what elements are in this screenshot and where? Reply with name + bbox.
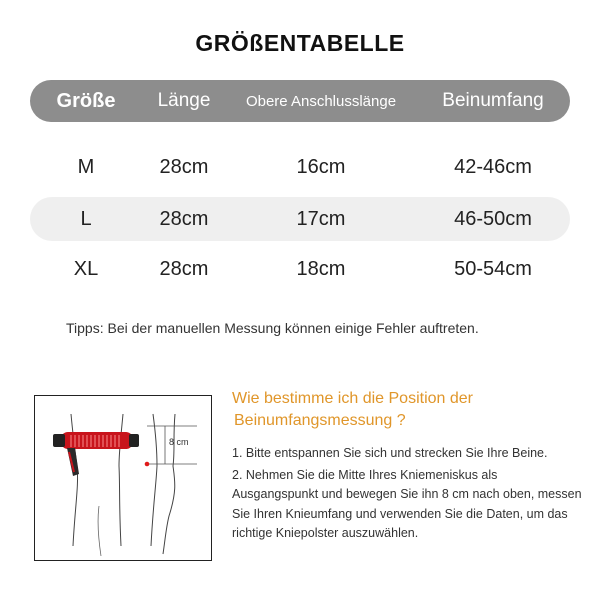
size-table (30, 80, 570, 291)
header-leg-circumference: Beinumfang (442, 90, 544, 111)
upper-length-cell: 16cm (296, 155, 346, 178)
upper-length-cell: 17cm (296, 207, 346, 230)
measure-label: 8 cm (169, 437, 189, 447)
circumference-cell: 42-46cm (454, 155, 532, 178)
page-title: GRÖßENTABELLE (195, 30, 405, 56)
upper-length-cell: 18cm (296, 257, 346, 280)
table-row (30, 145, 570, 189)
table-row (30, 247, 570, 291)
header-size: Größe (56, 89, 116, 112)
header-upper-length: Obere Anschlusslänge (245, 92, 397, 110)
length-cell: 28cm (159, 257, 209, 280)
table-row (30, 197, 570, 241)
howto-title (232, 388, 582, 432)
leg-inner-line (98, 506, 101, 556)
circumference-cell: 46-50cm (454, 207, 532, 230)
table-header-row (30, 80, 570, 122)
step-1: 1. Bitte entspannen Sie sich und strecken Sie Ihre Beine. (232, 446, 548, 460)
circumference-cell: 50-54cm (454, 257, 532, 280)
side-leg-outline-front (151, 414, 157, 546)
leg-illustration (35, 396, 211, 560)
tips-note: Tipps: Bei der manuellen Messung können einige Fehler auftreten. (66, 320, 479, 336)
knee-strap (53, 432, 139, 476)
howto-title-line2: Beinumfangsmessung ? (234, 412, 406, 429)
header-length: Länge (157, 90, 211, 111)
step-2: 2. Nehmen Sie die Mitte Ihres Kniemeniskus als Ausgangspunkt und bewegen Sie ihn 8 cm nach oben, messen Sie Ihren Knieumfang und verwenden Sie die Daten, um das richtige Kniepolster auszuwählen. (232, 467, 582, 540)
size-cell: XL (73, 257, 99, 280)
size-cell: M (77, 155, 95, 178)
size-cell: L (80, 207, 92, 230)
howto-title-line1: Wie bestimme ich die Position der (232, 390, 473, 407)
howto-steps (232, 444, 582, 544)
howto-section (232, 388, 582, 546)
knee-measurement-diagram (34, 395, 212, 561)
length-cell: 28cm (159, 207, 209, 230)
length-cell: 28cm (159, 155, 209, 178)
